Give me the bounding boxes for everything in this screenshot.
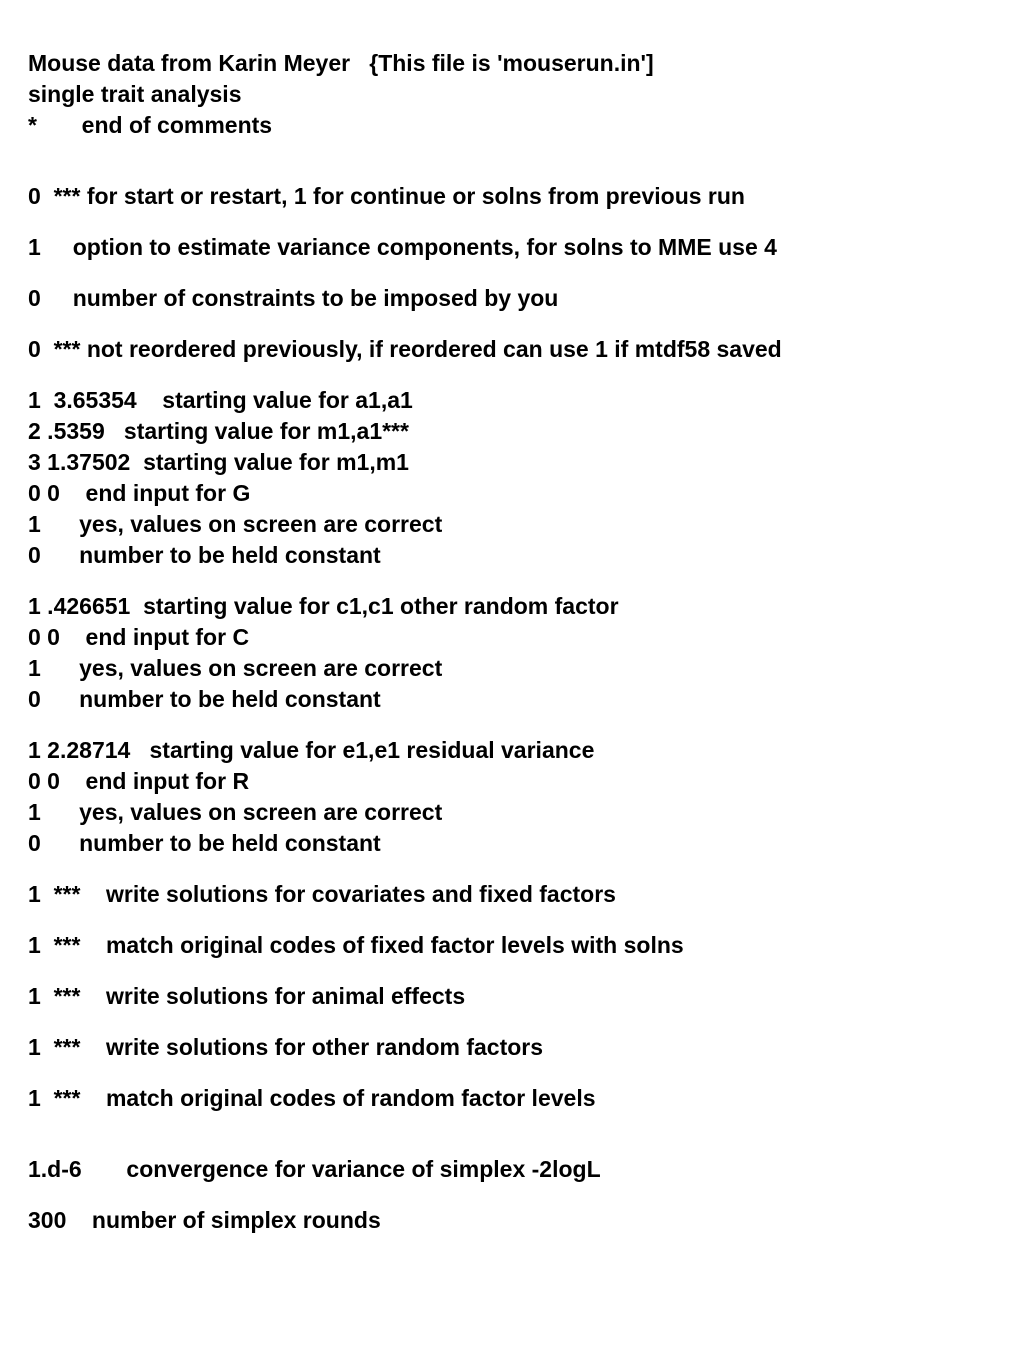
blank-line xyxy=(28,571,1014,591)
blank-line xyxy=(28,1063,1014,1083)
text-line: 1 *** match original codes of random factor levels xyxy=(28,1085,596,1111)
text-line: 1 3.65354 starting value for a1,a1 xyxy=(28,387,413,413)
blank-line xyxy=(28,910,1014,930)
text-line: Mouse data from Karin Meyer {This file is 'mouserun.in'] xyxy=(28,50,654,76)
text-line: 1 option to estimate variance components, for solns to MME use 4 xyxy=(28,234,777,260)
text-line: 1 *** write solutions for other random factors xyxy=(28,1034,544,1060)
text-line: 1.d-6 convergence for variance of simplex -2logL xyxy=(28,1156,601,1182)
blank-line xyxy=(28,1134,1014,1154)
text-line: 2 .5359 starting value for m1,a1*** xyxy=(28,418,409,444)
text-line: 1 yes, values on screen are correct xyxy=(28,511,443,537)
blank-line xyxy=(28,141,1014,161)
text-line: 1 yes, values on screen are correct xyxy=(28,799,443,825)
text-line: 0 number to be held constant xyxy=(28,686,381,712)
text-line: 0 0 end input for R xyxy=(28,768,250,794)
text-line: single trait analysis xyxy=(28,81,242,107)
blank-line xyxy=(28,961,1014,981)
text-line: 0 number to be held constant xyxy=(28,830,381,856)
text-line: 0 number to be held constant xyxy=(28,542,381,568)
text-line: 0 0 end input for G xyxy=(28,480,251,506)
text-line: 1 .426651 starting value for c1,c1 other random factor xyxy=(28,593,619,619)
blank-line xyxy=(28,365,1014,385)
text-line: 1 *** match original codes of fixed factor levels with solns xyxy=(28,932,684,958)
document-text-block xyxy=(28,48,1014,1236)
text-line: 3 1.37502 starting value for m1,m1 xyxy=(28,449,409,475)
text-line: 1 2.28714 starting value for e1,e1 residual variance xyxy=(28,737,595,763)
blank-line xyxy=(28,715,1014,735)
text-line: 0 *** for start or restart, 1 for continue or solns from previous run xyxy=(28,183,745,209)
text-line: * end of comments xyxy=(28,112,273,138)
blank-line xyxy=(28,212,1014,232)
blank-line xyxy=(28,1012,1014,1032)
text-line: 300 number of simplex rounds xyxy=(28,1207,381,1233)
text-line: 1 *** write solutions for animal effects xyxy=(28,983,466,1009)
text-line: 0 0 end input for C xyxy=(28,624,250,650)
blank-line xyxy=(28,1185,1014,1205)
text-line: 1 *** write solutions for covariates and fixed factors xyxy=(28,881,616,907)
text-line: 0 number of constraints to be imposed by you xyxy=(28,285,559,311)
blank-line xyxy=(28,263,1014,283)
blank-line xyxy=(28,859,1014,879)
text-line: 1 yes, values on screen are correct xyxy=(28,655,443,681)
text-line: 0 *** not reordered previously, if reordered can use 1 if mtdf58 saved xyxy=(28,336,782,362)
blank-line xyxy=(28,1114,1014,1134)
blank-line xyxy=(28,314,1014,334)
blank-line xyxy=(28,161,1014,181)
